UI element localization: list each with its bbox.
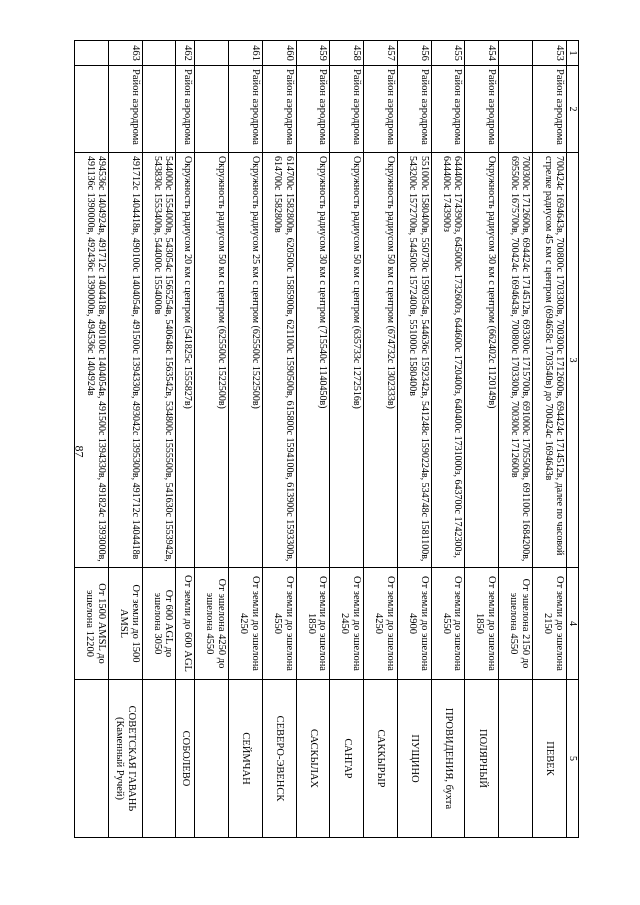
row-number	[499, 41, 533, 66]
altitude-limits: От земли до 600 AGL	[176, 568, 195, 680]
coordinates: 614700с 1582800в, 620500с 1585900в, 621100с 1590500в, 615800с 1594100в, 613900с 1593300в, 614700с 1582800в	[262, 153, 296, 568]
altitude-limits: От 1500 AMSL до эшелона 12200	[75, 568, 109, 680]
coordinates: Окружность радиусом 50 км с центром (635733с 1272516в)	[330, 153, 364, 568]
coordinates: 644400с 1743900з, 645000с 1732600з, 644600с 1720400з, 640400с 1731000з, 643700с 1742300з, 644400с 1743900з	[431, 153, 465, 568]
row-number	[75, 41, 109, 66]
aerodrome-name: ПЕВЕК	[533, 680, 567, 838]
aerodrome-name: СЕЙМЧАН	[229, 680, 263, 838]
coordinates: 551000с 1580400в, 550730с 1590354в, 544636с 1592342в, 541248с 1590224в, 534748с 1581100в, 543200с 1572700в, 544500с 1572400в, 551000с 1580400в	[397, 153, 431, 568]
zone-type: Район аэродрома	[364, 66, 398, 153]
aerodrome-name	[499, 680, 533, 838]
table-row	[330, 41, 364, 838]
aerodrome-name: САККЫРЫР	[364, 680, 398, 838]
coordinates: Окружность радиусом 50 км с центром (625500с 1522500в)	[195, 153, 229, 568]
header-col-1: 1	[566, 41, 578, 66]
airspace-table	[74, 40, 579, 838]
table-row	[108, 41, 142, 838]
altitude-limits: От эшелона 2150 до эшелона 4550	[499, 568, 533, 680]
table-row	[431, 41, 465, 838]
row-number: 462	[176, 41, 195, 66]
altitude-limits: От 600 AGL до эшелона 3050	[142, 568, 176, 680]
row-number: 463	[108, 41, 142, 66]
table-row	[499, 41, 533, 838]
zone-type: Район аэродрома	[262, 66, 296, 153]
aerodrome-name: ПУЩИНО	[397, 680, 431, 838]
zone-type: Район аэродрома	[296, 66, 330, 153]
document-page	[74, 40, 579, 837]
aerodrome-name	[75, 680, 109, 838]
table-row	[296, 41, 330, 838]
coordinates: 700300с 1712600в, 694424с 1714512в, 693300с 1715700в, 691000с 1705500в, 691100с 1684200в, 695500с 1675700в, 700424с 1694643в, 700800с 1703300в, 700300с 1712600в	[499, 153, 533, 568]
aerodrome-name: СЕВЕРО-ЭВЕНСК	[262, 680, 296, 838]
row-number: 459	[296, 41, 330, 66]
altitude-limits: От земли до эшелона 4550	[262, 568, 296, 680]
zone-type: Район аэродрома	[229, 66, 263, 153]
table-row	[75, 41, 109, 838]
aerodrome-name: СОВЕТСКАЯ ГАВАНЬ (Каменный Ручей)	[108, 680, 142, 838]
aerodrome-name: ПРОВИДЕНИЯ, бухта	[431, 680, 465, 838]
aerodrome-name	[195, 680, 229, 838]
table-row	[364, 41, 398, 838]
header-col-4: 4	[566, 568, 578, 680]
row-number: 454	[465, 41, 499, 66]
table-row	[229, 41, 263, 838]
altitude-limits: От земли до эшелона 4250	[364, 568, 398, 680]
row-number	[142, 41, 176, 66]
altitude-limits: От земли до эшелона 4900	[397, 568, 431, 680]
zone-type: Район аэродрома	[397, 66, 431, 153]
altitude-limits: От земли до эшелона 4550	[431, 568, 465, 680]
row-number: 456	[397, 41, 431, 66]
zone-type: Район аэродрома	[330, 66, 364, 153]
table-row	[262, 41, 296, 838]
table-row	[195, 41, 229, 838]
aerodrome-name: ПОЛЯРНЫЙ	[465, 680, 499, 838]
table-row	[142, 41, 176, 838]
aerodrome-name	[142, 680, 176, 838]
table-row	[533, 41, 567, 838]
coordinates: 544000с 1554000в, 543054с 1565254в, 540648с 1563542в, 534800с 1555500в, 541630с 1553942в, 543830с 1553400в, 544000с 1554000в	[142, 153, 176, 568]
row-number	[195, 41, 229, 66]
coordinates: Окружность радиусом 20 км с центром (541825с 1555827в)	[176, 153, 195, 568]
zone-type	[75, 66, 109, 153]
altitude-limits: От земли до эшелона 1850	[296, 568, 330, 680]
zone-type: Район аэродрома	[431, 66, 465, 153]
altitude-limits: От земли до эшелона 2450	[330, 568, 364, 680]
row-number: 453	[533, 41, 567, 66]
aerodrome-name: САНГАР	[330, 680, 364, 838]
coordinates: Окружность радиусом 50 км с центром (674732с 1302333в)	[364, 153, 398, 568]
header-col-2: 2	[566, 66, 578, 153]
zone-type: Район аэродрома	[176, 66, 195, 153]
table-row	[397, 41, 431, 838]
coordinates: Окружность радиусом 25 км с центром (625500с 1522500в)	[229, 153, 263, 568]
row-number: 455	[431, 41, 465, 66]
row-number: 457	[364, 41, 398, 66]
aerodrome-name: СОБОЛЕВО	[176, 680, 195, 838]
coordinates: 491712с 1404418в, 490100с 1404054в, 491500с 1394330в, 493042с 1395300в, 491712с 1404418в	[108, 153, 142, 568]
header-col-3: 3	[566, 153, 578, 568]
coordinates: 494536с 1404924в, 491712с 1404418в, 490100с 1404054в, 491500с 1394330в, 491824с 1393000в, 491136с 1390000в, 492436с 1390000в, 494536с 1404924в	[75, 153, 109, 568]
table-row	[176, 41, 195, 838]
coordinates: Окружность радиусом 30 км с центром (662402с 1120149в)	[465, 153, 499, 568]
zone-type: Район аэродрома	[533, 66, 567, 153]
altitude-limits: От земли до эшелона 2150	[533, 568, 567, 680]
aerodrome-name: САСКЫЛАХ	[296, 680, 330, 838]
altitude-limits: От земли до эшелона 4250	[229, 568, 263, 680]
altitude-limits: От земли до эшелона 1850	[465, 568, 499, 680]
page-number: 87	[72, 445, 87, 458]
altitude-limits: От земли до 1500 AMSL	[108, 568, 142, 680]
zone-type	[142, 66, 176, 153]
header-row	[566, 41, 578, 838]
coordinates: 700424с 1694643в, 700800с 1703300в, 700300с 1712600в, 694424с 1714512в, далее по часовой стрелке радиусом 45 км с центром (694658с 1703540в) до 700424с 1694643в	[533, 153, 567, 568]
zone-type	[499, 66, 533, 153]
zone-type: Район аэродрома	[465, 66, 499, 153]
coordinates: Окружность радиусом 30 км с центром (715540с 1140450в)	[296, 153, 330, 568]
zone-type	[195, 66, 229, 153]
header-col-5: 5	[566, 680, 578, 838]
altitude-limits: От эшелона 4250 до эшелона 4550	[195, 568, 229, 680]
row-number: 461	[229, 41, 263, 66]
row-number: 460	[262, 41, 296, 66]
rotated-content	[74, 40, 579, 837]
row-number: 458	[330, 41, 364, 66]
table-row	[465, 41, 499, 838]
zone-type: Район аэродрома	[108, 66, 142, 153]
